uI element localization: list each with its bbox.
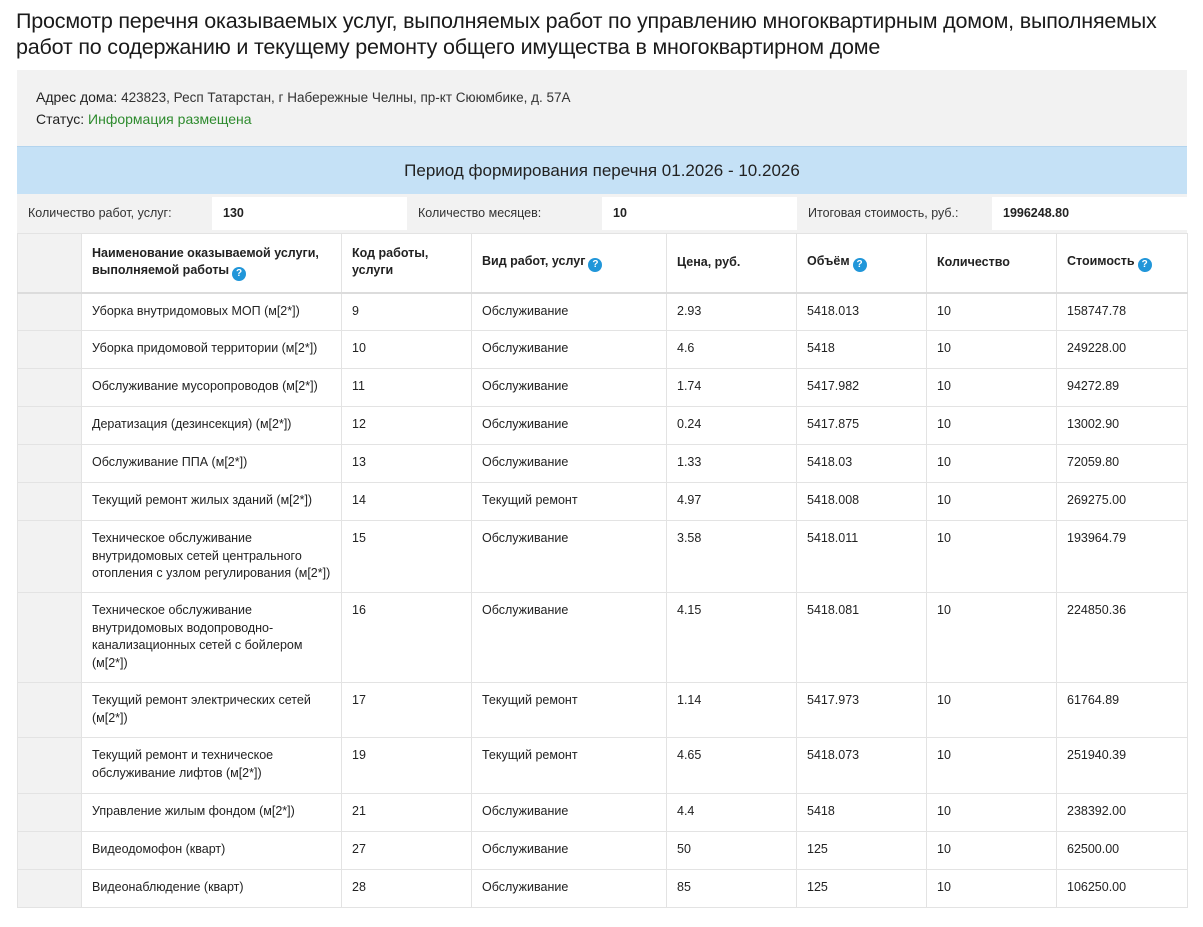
- cell-type: Обслуживание: [472, 407, 667, 445]
- cell-price: 2.93: [667, 293, 797, 331]
- cell-cost: 251940.39: [1057, 738, 1188, 794]
- cell-code: 14: [342, 483, 472, 521]
- cell-type: Обслуживание: [472, 521, 667, 593]
- cell-qty: 10: [927, 331, 1057, 369]
- cell-type: Текущий ремонт: [472, 738, 667, 794]
- cell-qty: 10: [927, 369, 1057, 407]
- table-row: [18, 445, 1188, 483]
- cell-volume: 125: [797, 870, 927, 908]
- cell-name: Обслуживание ППА (м[2*]): [82, 445, 342, 483]
- row-spacer: [18, 832, 82, 870]
- cell-cost: 13002.90: [1057, 407, 1188, 445]
- cell-cost: 238392.00: [1057, 794, 1188, 832]
- cell-code: 9: [342, 293, 472, 331]
- col-header-type: [472, 234, 667, 293]
- cell-type: Обслуживание: [472, 331, 667, 369]
- cell-volume: 5418: [797, 331, 927, 369]
- cell-qty: 10: [927, 738, 1057, 794]
- row-spacer: [18, 445, 82, 483]
- table-row: [18, 293, 1188, 331]
- col-header-volume-label: Объём: [807, 254, 850, 269]
- help-icon[interactable]: ?: [1138, 258, 1152, 272]
- cell-cost: 72059.80: [1057, 445, 1188, 483]
- cell-qty: 10: [927, 407, 1057, 445]
- cell-volume: 5418.03: [797, 445, 927, 483]
- header-spacer: [18, 234, 82, 293]
- cell-volume: 5417.973: [797, 683, 927, 738]
- cell-qty: 10: [927, 293, 1057, 331]
- cell-type: Обслуживание: [472, 445, 667, 483]
- cell-code: 21: [342, 794, 472, 832]
- cell-name: Техническое обслуживание внутридомовых водопроводно-канализационных сетей с бойлером (м[2*]): [82, 593, 342, 683]
- cell-code: 28: [342, 870, 472, 908]
- address-value: 423823, Респ Татарстан, г Набережные Челны, пр-кт Сююмбике, д. 57А: [121, 90, 571, 105]
- cell-name: Уборка придомовой территории (м[2*]): [82, 331, 342, 369]
- col-header-volume: [797, 234, 927, 293]
- cell-name: Техническое обслуживание внутридомовых сетей центрального отопления с узлом регулирования (м[2*]): [82, 521, 342, 593]
- cell-code: 12: [342, 407, 472, 445]
- cell-price: 0.24: [667, 407, 797, 445]
- cell-qty: 10: [927, 483, 1057, 521]
- row-spacer: [18, 683, 82, 738]
- cell-price: 4.65: [667, 738, 797, 794]
- cell-name: Видеонаблюдение (кварт): [82, 870, 342, 908]
- help-icon[interactable]: ?: [853, 258, 867, 272]
- cell-price: 4.15: [667, 593, 797, 683]
- cell-code: 11: [342, 369, 472, 407]
- cell-cost: 193964.79: [1057, 521, 1188, 593]
- works-count-label: Количество работ, услуг:: [28, 206, 172, 220]
- status-label: Статус:: [36, 111, 85, 127]
- table-row: [18, 832, 1188, 870]
- address-label: Адрес дома:: [36, 89, 118, 105]
- table-row: [18, 738, 1188, 794]
- cell-volume: 125: [797, 832, 927, 870]
- cell-name: Видеодомофон (кварт): [82, 832, 342, 870]
- cell-type: Текущий ремонт: [472, 483, 667, 521]
- cell-price: 50: [667, 832, 797, 870]
- cell-cost: 224850.36: [1057, 593, 1188, 683]
- page-title: Просмотр перечня оказываемых услуг, выполняемых работ по управлению многоквартирным домом, выполняемых работ по содержанию и текущему ремонту общего имущества в многоквартирном доме: [16, 9, 1157, 59]
- cell-cost: 62500.00: [1057, 832, 1188, 870]
- cell-price: 1.74: [667, 369, 797, 407]
- row-spacer: [18, 794, 82, 832]
- help-icon[interactable]: ?: [588, 258, 602, 272]
- table-row: [18, 331, 1188, 369]
- cell-price: 4.6: [667, 331, 797, 369]
- row-spacer: [18, 521, 82, 593]
- cell-cost: 61764.89: [1057, 683, 1188, 738]
- cell-code: 13: [342, 445, 472, 483]
- summary-bar: [17, 194, 1187, 234]
- cell-cost: 249228.00: [1057, 331, 1188, 369]
- cell-cost: 106250.00: [1057, 870, 1188, 908]
- cell-qty: 10: [927, 870, 1057, 908]
- cell-name: Текущий ремонт электрических сетей (м[2*]): [82, 683, 342, 738]
- table-row: [18, 593, 1188, 683]
- table-row: [18, 521, 1188, 593]
- months-count-value: 10: [602, 197, 797, 230]
- table-header-row: [18, 234, 1188, 293]
- col-header-qty: Количество: [927, 234, 1057, 293]
- cell-volume: 5418.013: [797, 293, 927, 331]
- cell-name: Дератизация (дезинсекция) (м[2*]): [82, 407, 342, 445]
- cell-qty: 10: [927, 593, 1057, 683]
- row-spacer: [18, 593, 82, 683]
- cell-price: 85: [667, 870, 797, 908]
- cell-qty: 10: [927, 832, 1057, 870]
- cell-code: 10: [342, 331, 472, 369]
- status-value: Информация размещена: [88, 111, 252, 127]
- cell-code: 16: [342, 593, 472, 683]
- period-header: Период формирования перечня 01.2026 - 10.2026: [17, 146, 1187, 195]
- cell-name: Обслуживание мусоропроводов (м[2*]): [82, 369, 342, 407]
- col-header-name-label: Наименование оказываемой услуги, выполняемой работы: [92, 246, 319, 277]
- cell-qty: 10: [927, 521, 1057, 593]
- col-header-type-label: Вид работ, услуг: [482, 254, 586, 269]
- cell-code: 15: [342, 521, 472, 593]
- cell-code: 27: [342, 832, 472, 870]
- cell-code: 19: [342, 738, 472, 794]
- cell-type: Текущий ремонт: [472, 683, 667, 738]
- cell-code: 17: [342, 683, 472, 738]
- cell-price: 4.97: [667, 483, 797, 521]
- table-row: [18, 407, 1188, 445]
- row-spacer: [18, 870, 82, 908]
- table-row: [18, 794, 1188, 832]
- cell-price: 3.58: [667, 521, 797, 593]
- col-header-price: Цена, руб.: [667, 234, 797, 293]
- row-spacer: [18, 483, 82, 521]
- total-cost-label: Итоговая стоимость, руб.:: [808, 206, 959, 220]
- cell-volume: 5418: [797, 794, 927, 832]
- address-line: [36, 89, 571, 105]
- table-row: [18, 683, 1188, 738]
- total-cost-value: 1996248.80: [992, 197, 1187, 230]
- cell-volume: 5418.073: [797, 738, 927, 794]
- col-header-cost-label: Стоимость: [1067, 254, 1135, 269]
- cell-type: Обслуживание: [472, 794, 667, 832]
- cell-volume: 5417.982: [797, 369, 927, 407]
- cell-qty: 10: [927, 445, 1057, 483]
- services-table: [17, 233, 1188, 908]
- cell-name: Уборка внутридомовых МОП (м[2*]): [82, 293, 342, 331]
- row-spacer: [18, 369, 82, 407]
- months-count-label: Количество месяцев:: [418, 206, 542, 220]
- cell-price: 1.33: [667, 445, 797, 483]
- cell-qty: 10: [927, 683, 1057, 738]
- cell-volume: 5418.008: [797, 483, 927, 521]
- cell-volume: 5418.011: [797, 521, 927, 593]
- cell-name: Текущий ремонт жилых зданий (м[2*]): [82, 483, 342, 521]
- works-count-value: 130: [212, 197, 407, 230]
- table-row: [18, 369, 1188, 407]
- row-spacer: [18, 738, 82, 794]
- cell-type: Обслуживание: [472, 593, 667, 683]
- col-header-code: Код работы, услуги: [342, 234, 472, 293]
- cell-name: Текущий ремонт и техническое обслуживание лифтов (м[2*]): [82, 738, 342, 794]
- cell-cost: 269275.00: [1057, 483, 1188, 521]
- cell-type: Обслуживание: [472, 369, 667, 407]
- help-icon[interactable]: ?: [232, 267, 246, 281]
- cell-type: Обслуживание: [472, 870, 667, 908]
- status-line: [36, 111, 252, 127]
- cell-volume: 5417.875: [797, 407, 927, 445]
- cell-price: 4.4: [667, 794, 797, 832]
- cell-qty: 10: [927, 794, 1057, 832]
- row-spacer: [18, 331, 82, 369]
- cell-cost: 158747.78: [1057, 293, 1188, 331]
- house-info: [17, 70, 1187, 146]
- col-header-name: [82, 234, 342, 293]
- cell-cost: 94272.89: [1057, 369, 1188, 407]
- col-header-cost: [1057, 234, 1188, 293]
- table-row: [18, 870, 1188, 908]
- row-spacer: [18, 407, 82, 445]
- row-spacer: [18, 293, 82, 331]
- cell-type: Обслуживание: [472, 293, 667, 331]
- cell-type: Обслуживание: [472, 832, 667, 870]
- table-row: [18, 483, 1188, 521]
- cell-price: 1.14: [667, 683, 797, 738]
- cell-volume: 5418.081: [797, 593, 927, 683]
- cell-name: Управление жилым фондом (м[2*]): [82, 794, 342, 832]
